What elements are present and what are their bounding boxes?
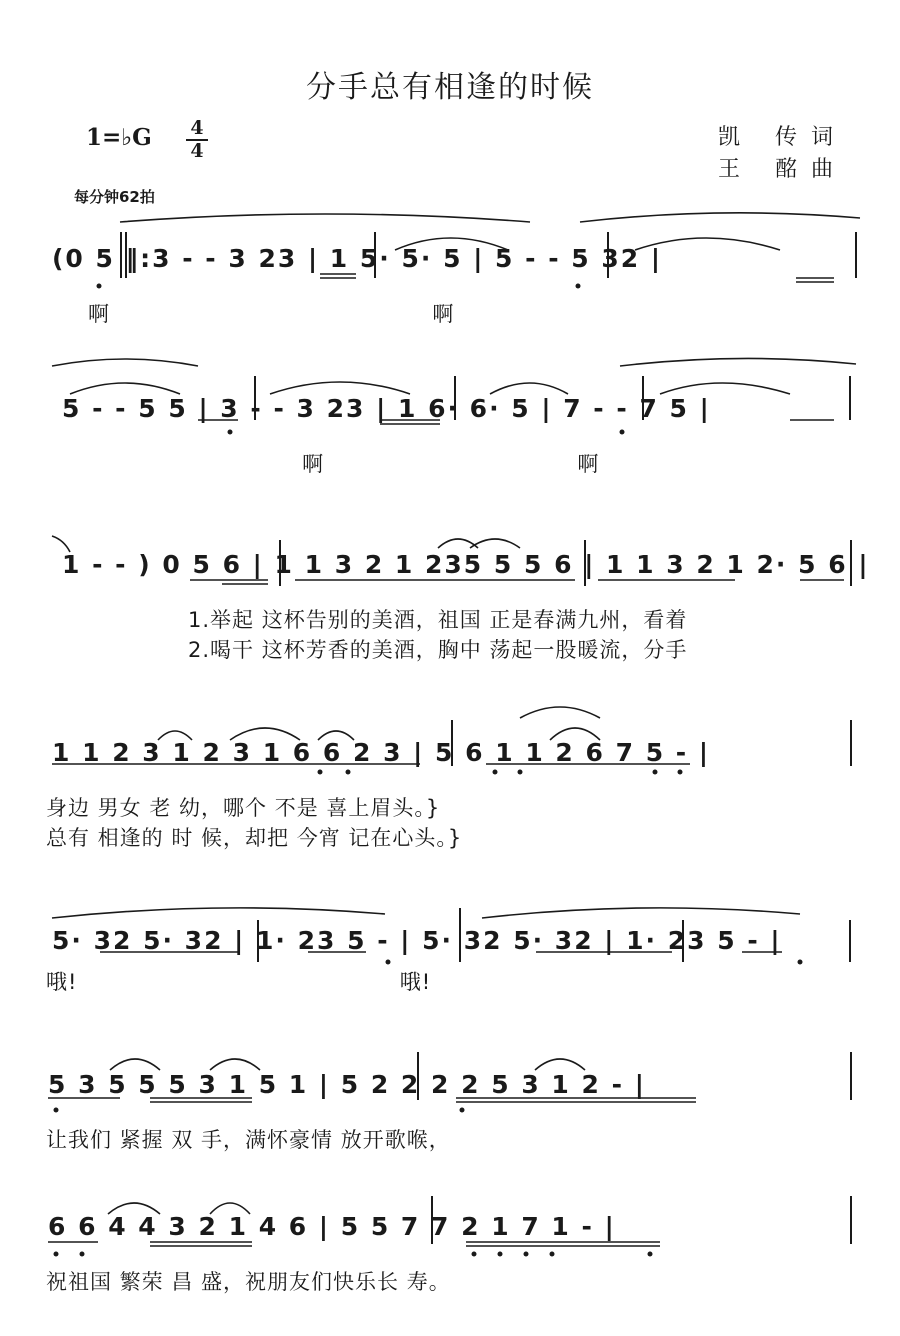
song-title: 分手总有相逢的时候	[306, 70, 594, 105]
system-2-notes: 5 - - 5 5 | 3 - - 3 23 | 1 6· 6· 5 | 7 - - 7 5 |	[62, 394, 711, 423]
composer-credit: 王 酩曲	[718, 157, 847, 182]
time-signature-bottom: 4	[190, 140, 204, 162]
system-3-lyrics-verse-1: 1.举起 这杯告别的美酒，祖国 正是春满九州，看着	[188, 608, 688, 632]
octave-dot	[648, 1252, 653, 1257]
system-2-lyrics: 啊 啊	[210, 452, 600, 476]
octave-dot	[80, 1252, 85, 1257]
octave-dot	[498, 1252, 503, 1257]
octave-dot	[550, 1252, 555, 1257]
system-6-notes: 5 3 5 5 5 3 1 5 1 | 5 2 2 2 2 5 3 1 2 - |	[48, 1070, 646, 1099]
key-signature: 1=♭G	[86, 124, 152, 151]
system-7-lyrics: 祝祖国 繁荣 昌 盛，祝朋友们快乐长 寿。	[46, 1270, 451, 1294]
octave-dot	[54, 1252, 59, 1257]
system-4-lyrics-verse-2: 总有 相逢的 时 候，却把 今宵 记在心头。}	[46, 826, 463, 850]
system-5-lyrics: 哦! 哦!	[46, 970, 432, 994]
octave-dot	[524, 1252, 529, 1257]
system-5-notes: 5· 32 5· 32 | 1· 23 5 - | 5· 32 5· 32 | 1· 23 5 - |	[52, 926, 782, 955]
time-signature-top: 4	[190, 117, 204, 139]
system-3-lyrics-verse-2: 2.喝干 这杯芳香的美酒，胸中 荡起一股暖流，分手	[188, 638, 688, 662]
system-1-lyrics: 啊 啊	[88, 302, 455, 326]
lyricist-credit: 凯 传词	[718, 125, 847, 150]
system-6-lyrics: 让我们 紧握 双 手，满怀豪情 放开歌喉，	[46, 1128, 451, 1152]
octave-dot	[472, 1252, 477, 1257]
system-4-notes: 1 1 2 3 1 2 3 1 6 6 2 3 | 5 6 1 1 2 6 7 5 - |	[52, 738, 711, 767]
system-7-notes: 6 6 4 4 3 2 1 4 6 | 5 5 7 7 2 1 7 1 - |	[48, 1212, 616, 1241]
tempo-marking: 每分钟62拍	[74, 188, 155, 206]
system-3-notes: 1 - - ) 0 5 6 | 1 1 3 2 1 235 5 5 6 | 1 1 3 2 1 2· 5 6 |	[62, 550, 870, 579]
system-4-lyrics-verse-1: 身边 男女 老 幼，哪个 不是 喜上眉头。}	[46, 796, 441, 820]
system-1-notes: (0 5 ‖:3 - - 3 23 | 1 5· 5· 5 | 5 - - 5 32 |	[52, 244, 663, 273]
